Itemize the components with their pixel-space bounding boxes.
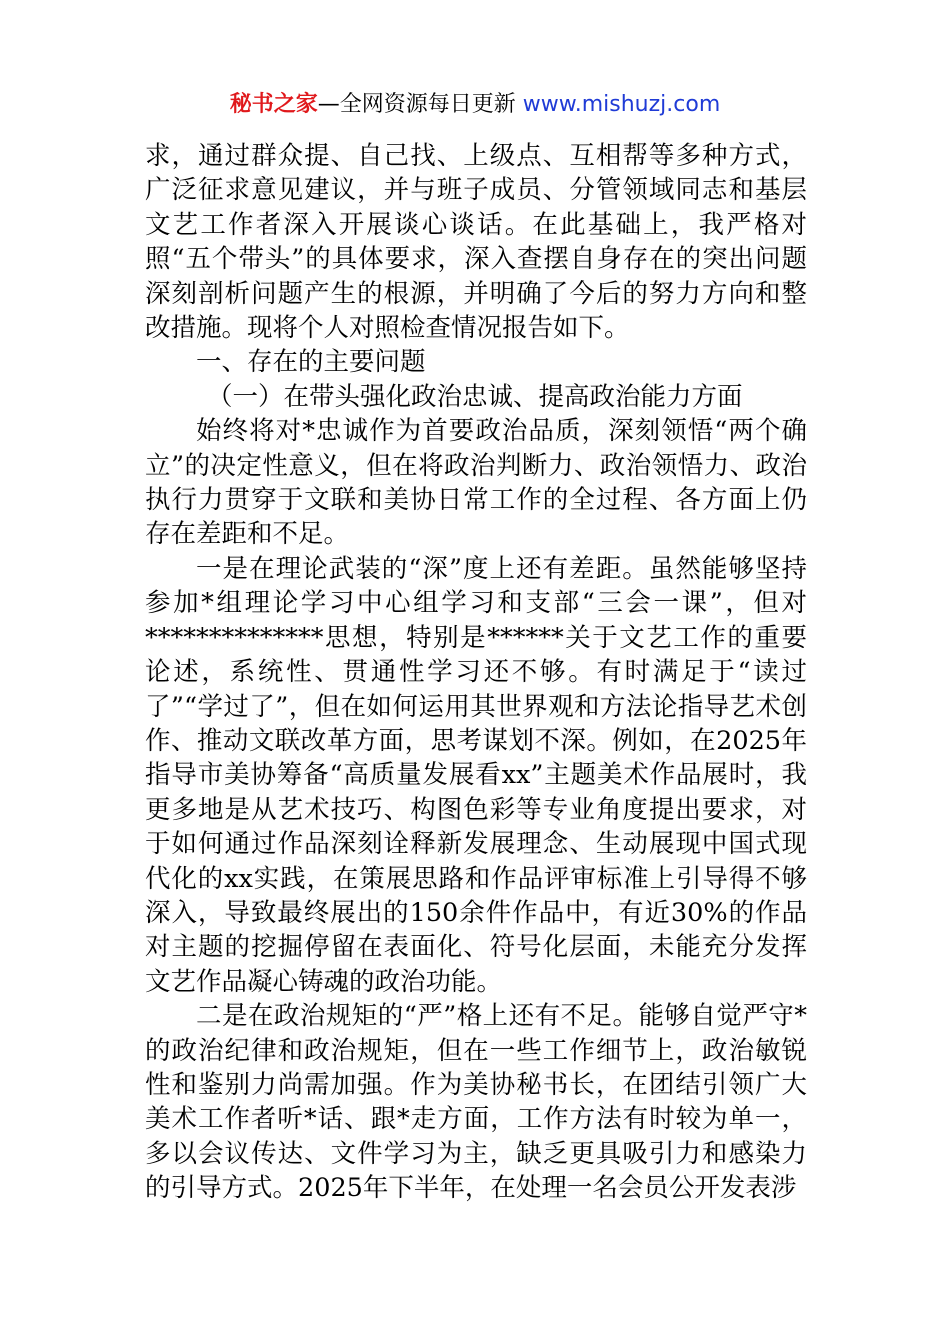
site-tagline: —全网资源每日更新	[317, 92, 516, 117]
document-body	[145, 139, 807, 1206]
site-url-link[interactable]: www.mishuzj.com	[522, 92, 721, 117]
intro-paragraph: 求，通过群众提、自己找、上级点、互相帮等多种方式，广泛征求意见建议，并与班子成员、分管领域同志和基层文艺工作者深入开展谈心谈话。在此基础上，我严格对照“五个带头”的具体要求，深入查摆自身存在的突出问题深刻剖析问题产生的根源，并明确了今后的努力方向和整改措施。现将个人对照检查情况报告如下。	[145, 141, 807, 344]
body-paragraph: 始终将对*忠诚作为首要政治品质，深刻领悟“两个确立”的决定性意义，但在将政治判断力、政治领悟力、政治执行力贯穿于文联和美协日常工作的全过程、各方面上仍存在差距和不足。	[145, 416, 807, 550]
site-header	[0, 88, 950, 122]
body-paragraph: 二是在政治规矩的“严”格上还有不足。能够自觉严守*的政治纪律和政治规矩，但在一些工作细节上，政治敏锐性和鉴别力尚需加强。作为美协秘书长，在团结引领广大美术工作者听*话、跟*走方面，工作方法有时较为单一，多以会议传达、文件学习为主，缺乏更具吸引力和感染力的引导方式。2025年下半年，在处理一名会员公开发表涉	[145, 1001, 807, 1204]
site-brand: 秘书之家	[229, 92, 318, 117]
subsection-heading: （一）在带头强化政治忠诚、提高政治能力方面	[207, 381, 743, 412]
section-heading: 一、存在的主要问题	[196, 347, 426, 378]
body-paragraph: 一是在理论武装的“深”度上还有差距。虽然能够坚持参加*组理论学习中心组学习和支部“三会一课”，但对**************思想，特别是******关于文艺工作的重要论述，系统性、贯通性学习还不够。有时满足于“读过了”“学过了”，但在如何运用其世界观和方法论指导艺术创作、推动文联改革方面，思考谋划不深。例如，在2025年指导市美协筹备“高质量发展看xx”主题美术作品展时，我更多地是从艺术技巧、构图色彩等专业角度提出要求，对于如何通过作品深刻诠释新发展理念、生动展现中国式现代化的xx实践，在策展思路和作品评审标准上引导得不够深入，导致最终展出的150余件作品中，有近30%的作品对主题的挖掘停留在表面化、符号化层面，未能充分发挥文艺作品凝心铸魂的政治功能。	[145, 553, 807, 997]
